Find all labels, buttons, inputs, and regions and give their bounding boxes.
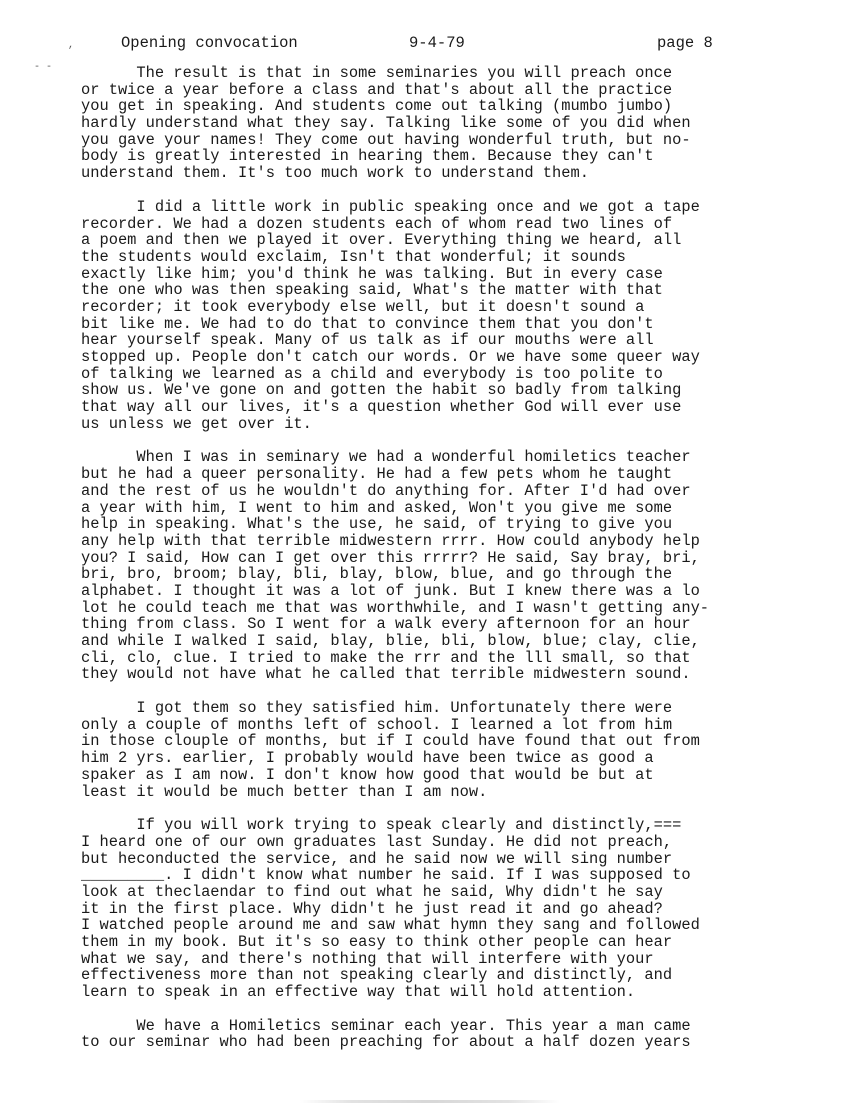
text-line: help in speaking. What's the use, he said, of trying to give you xyxy=(81,515,673,534)
text-line: alphabet. I thought it was a lot of junk. But I knew there was a lo xyxy=(81,581,700,600)
text-line: of talking we learned as a child and everybody is too polite to xyxy=(81,364,663,383)
text-line: you gave your names! They come out having wonderful truth, but no- xyxy=(81,130,691,149)
text-line: us unless we get over it. xyxy=(81,414,312,433)
text-line: the students would exclaim, Isn't that wonderful; it sounds xyxy=(81,247,626,266)
page-header xyxy=(0,32,854,54)
paragraph xyxy=(81,817,781,1001)
text-line: bit like me. We had to do that to convince them that you don't xyxy=(81,314,654,333)
text-line: them in my book. But it's so easy to think other people can hear xyxy=(81,933,673,951)
text-line: you? I said, How can I get over this rrrrr? He said, Say bray, bri, xyxy=(81,548,700,567)
text-line: look at theclaendar to find out what he said, Why didn't he say xyxy=(81,882,663,901)
margin-mark: - - xyxy=(34,62,53,73)
document-body xyxy=(81,65,781,1068)
text-line: body is greatly interested in hearing them. Because they can't xyxy=(81,147,654,166)
text-line: cli, clo, clue. I tried to make the rrr and the lll small, so that xyxy=(81,648,691,667)
text-line: I got them so they satisfied him. Unfortunately there were xyxy=(81,699,673,718)
scan-artifact xyxy=(300,1100,560,1103)
text-line: recorder; it took everybody else well, but it doesn't sound a xyxy=(81,297,645,316)
paragraph xyxy=(81,65,781,182)
paragraph xyxy=(81,199,781,433)
text-line: least it would be much better than I am now. xyxy=(81,782,488,801)
text-line: they would not have what he called that terrible midwestern sound. xyxy=(81,665,691,684)
paragraph xyxy=(81,700,781,800)
margin-mark: , xyxy=(68,40,75,51)
text-line: any help with that terrible midwestern rrrr. How could anybody help xyxy=(81,531,700,550)
text-line: _________. I didn't know what number he said. If I was supposed to xyxy=(81,866,691,885)
paragraph xyxy=(81,449,781,683)
text-line: We have a Homiletics seminar each year. This year a man came xyxy=(81,1016,691,1035)
text-line: stopped up. People don't catch our words. Or we have some queer way xyxy=(81,348,700,366)
text-line: I watched people around me and saw what hymn they sang and followed xyxy=(81,916,700,935)
header-date: 9-4-79 xyxy=(409,34,465,52)
text-line: it in the first place. Why didn't he just read it and go ahead? xyxy=(81,899,663,918)
text-line: show us. We've gone on and gotten the habit so badly from talking xyxy=(81,381,682,400)
text-line: learn to speak in an effective way that will hold attention. xyxy=(81,983,636,1002)
header-page-number: page 8 xyxy=(657,34,713,52)
text-line: but he had a queer personality. He had a few pets whom he taught xyxy=(81,465,673,484)
text-line: but heconducted the service, and he said now we will sing number xyxy=(81,849,673,868)
text-line: spaker as I am now. I don't know how good that would be but at xyxy=(81,765,654,784)
text-line: hear yourself speak. Many of us talk as if our mouths were all xyxy=(81,331,654,350)
text-line: The result is that in some seminaries you will preach once xyxy=(81,64,673,82)
text-line: that way all our lives, it's a question whether God will ever use xyxy=(81,398,682,417)
text-line: If you will work trying to speak clearly and distinctly,=== xyxy=(81,816,682,835)
text-line: and while I walked I said, blay, blie, bli, blow, blue; clay, clie, xyxy=(81,632,700,650)
text-line: thing from class. So I went for a walk every afternoon for an hour xyxy=(81,615,691,634)
paragraph xyxy=(81,1018,781,1051)
text-line: exactly like him; you'd think he was talking. But in every case xyxy=(81,264,663,283)
text-line: effectiveness more than not speaking clearly and distinctly, and xyxy=(81,966,673,985)
text-line: When I was in seminary we had a wonderful homiletics teacher xyxy=(81,448,691,467)
text-line: lot he could teach me that was worthwhile, and I wasn't getting any- xyxy=(81,598,710,617)
text-line: bri, bro, broom; blay, bli, blay, blow, blue, and go through the xyxy=(81,565,673,584)
text-line: a poem and then we played it over. Everything thing we heard, all xyxy=(81,231,682,250)
text-line: or twice a year before a class and that's about all the practice xyxy=(81,80,673,99)
text-line: understand them. It's too much work to understand them. xyxy=(81,164,589,183)
header-title: Opening convocation xyxy=(121,34,298,52)
text-line: a year with him, I went to him and asked, Won't you give me some xyxy=(81,498,673,517)
text-line: only a couple of months left of school. I learned a lot from him xyxy=(81,715,673,734)
text-line: recorder. We had a dozen students each of whom read two lines of xyxy=(81,214,673,233)
text-line: hardly understand what they say. Talking like some of you did when xyxy=(81,114,691,133)
text-line: I did a little work in public speaking once and we got a tape xyxy=(81,197,700,216)
text-line: I heard one of our own graduates last Sunday. He did not preach, xyxy=(81,832,673,851)
text-line: him 2 yrs. earlier, I probably would have been twice as good a xyxy=(81,749,654,768)
text-line: in those clouple of months, but if I could have found that out from xyxy=(81,732,700,751)
text-line: what we say, and there's nothing that will interfere with your xyxy=(81,949,654,968)
text-line: and the rest of us he wouldn't do anything for. After I'd had over xyxy=(81,481,691,500)
text-line: to our seminar who had been preaching for about a half dozen years xyxy=(81,1033,691,1052)
text-line: the one who was then speaking said, What's the matter with that xyxy=(81,281,663,300)
text-line: you get in speaking. And students come out talking (mumbo jumbo) xyxy=(81,97,673,116)
